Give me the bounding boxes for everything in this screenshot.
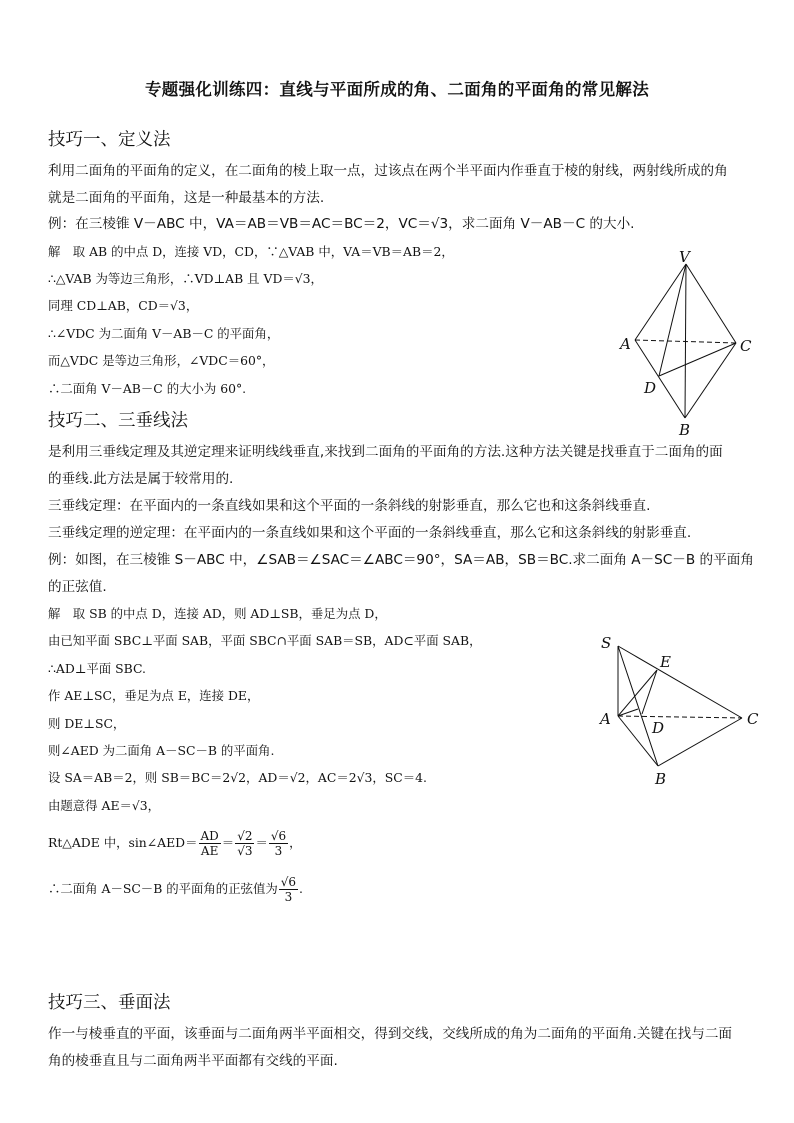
section2-desc-line2: 的垂线.此方法是属于较常用的. [48,471,234,487]
section1-solution-line2: ∴△VAB 为等边三角形，∴VD⊥AB 且 VD＝√3， [48,271,323,286]
section2-example-line2: 的正弦值. [48,579,107,595]
section2-solution-line1: 解 取 SB 的中点 D，连接 AD，则 AD⊥SB，垂足为点 D， [48,606,387,621]
section1-solution-line3: 同理 CD⊥AB，CD＝√3， [48,298,199,313]
label-B: B [679,421,691,438]
fraction-ad-ae: $\frac{AD}{AE}$ [200,829,219,858]
label-E: E [660,653,671,671]
fraction-root2-root3: $\frac{√2}{√3}$ [237,829,253,858]
label-V: V [679,248,690,266]
edge-SC [618,646,742,718]
pyramid-vabc-figure [612,248,762,438]
section2-conclusion: ∴二面角 A－SC－B 的平面角的正弦值为 $\frac{√6}{3}$ . [48,875,303,904]
section1-desc-line1: 利用二面角的平面角的定义，在二面角的棱上取一点，过该点在两个半平面内作垂直于棱的射线，两射线所成的角 [48,163,728,179]
section3-desc-line1: 作一与棱垂直的平面，该垂面与二面角两半平面相交，得到交线，交线所成的角为二面角的平面角.关键在找与二面 [48,1026,733,1042]
label-D: D [652,719,665,737]
section2-solution-line4: 作 AE⊥SC，垂足为点 E，连接 DE， [48,688,260,703]
three-perpendiculars-converse: 三垂线定理的逆定理：在平面内的一条直线如果和这个平面的一条斜线垂直，那么它和这条斜线的射影垂直. [48,525,692,541]
label-A: A [600,710,611,728]
three-perpendiculars-theorem: 三垂线定理：在平面内的一条直线如果和这个平面的一条斜线的射影垂直，那么它也和这条斜线垂直. [48,498,651,514]
edge-SB [618,646,658,766]
section2-solution-line6: 则∠AED 为二面角 A－SC－B 的平面角. [48,743,275,758]
section3-heading: 技巧三、垂面法 [48,993,171,1013]
label-S: S [601,634,612,652]
section1-solution-line4: ∴∠VDC 为二面角 V－AB－C 的平面角， [48,326,280,341]
edge-VA [635,264,686,340]
pyramid-sabc-figure [592,632,772,792]
rt-triangle-sine-line: Rt△ADE 中，sin∠AED＝ $\frac{AD}{AE}$ ＝ $\frac{√2}{√3}$ ＝ $\frac{√6}{3}$ ， [48,829,302,858]
section1-heading: 技巧一、定义法 [48,130,171,150]
section2-solution-line3: ∴AD⊥平面 SBC. [48,661,146,676]
section2-desc-line1: 是利用三垂线定理及其逆定理来证明线线垂直,来找到二面角的平面角的方法.这种方法关键是找垂直于二面角的面 [48,444,723,460]
label-B: B [655,770,667,788]
label-A: A [620,335,631,353]
section2-solution-line8: 由题意得 AE＝√3， [48,798,161,813]
section1-solution-line5: 而△VDC 是等边三角形，∠VDC＝60°， [48,353,275,368]
page-title: 专题强化训练四：直线与平面所成的角、二面角的平面角的常见解法 [145,80,649,99]
section1-example: 例：在三棱锥 V－ABC 中，VA＝AB＝VB＝AC＝BC＝2，VC＝√3，求二面角 V－AB－C 的大小. [48,216,635,232]
fraction-answer: $\frac{√6}{3}$ [280,875,297,904]
section1-solution-line1: 解 取 AB 的中点 D，连接 VD，CD，∵△VAB 中，VA＝VB＝AB＝2， [48,244,454,259]
edge-VC [686,264,736,343]
edge-VD [659,264,686,376]
label-C: C [740,337,752,355]
section2-example-line1: 例：如图，在三棱锥 S－ABC 中，∠SAB＝∠SAC＝∠ABC＝90°，SA＝AB，SB＝BC.求二面角 A－SC－B 的平面角 [48,552,754,568]
label-C: C [747,710,759,728]
section1-solution-line6: ∴二面角 V－AB－C 的大小为 60°. [48,381,247,396]
edge-AB [635,340,685,418]
section2-solution-line2: 由已知平面 SBC⊥平面 SAB，平面 SBC∩平面 SAB＝SB，AD⊂平面 SAB， [48,633,482,648]
label-D: D [644,379,657,397]
fraction-root6-3: $\frac{√6}{3}$ [270,829,287,858]
segment-ED [642,670,657,714]
section2-heading: 技巧二、三垂线法 [48,411,188,431]
edge-AC-hidden [618,716,742,718]
edge-BC [658,718,742,766]
section2-solution-line5: 则 DE⊥SC， [48,716,126,731]
rt-prefix: Rt△ADE 中，sin∠AED＝ [48,835,198,850]
section1-desc-line2: 就是二面角的平面角，这是一种最基本的方法. [48,190,325,206]
section3-desc-line2: 角的棱垂直且与二面角两半平面都有交线的平面. [48,1053,338,1069]
section2-solution-line7: 设 SA＝AB＝2，则 SB＝BC＝2√2，AD＝√2，AC＝2√3，SC＝4. [48,770,427,785]
